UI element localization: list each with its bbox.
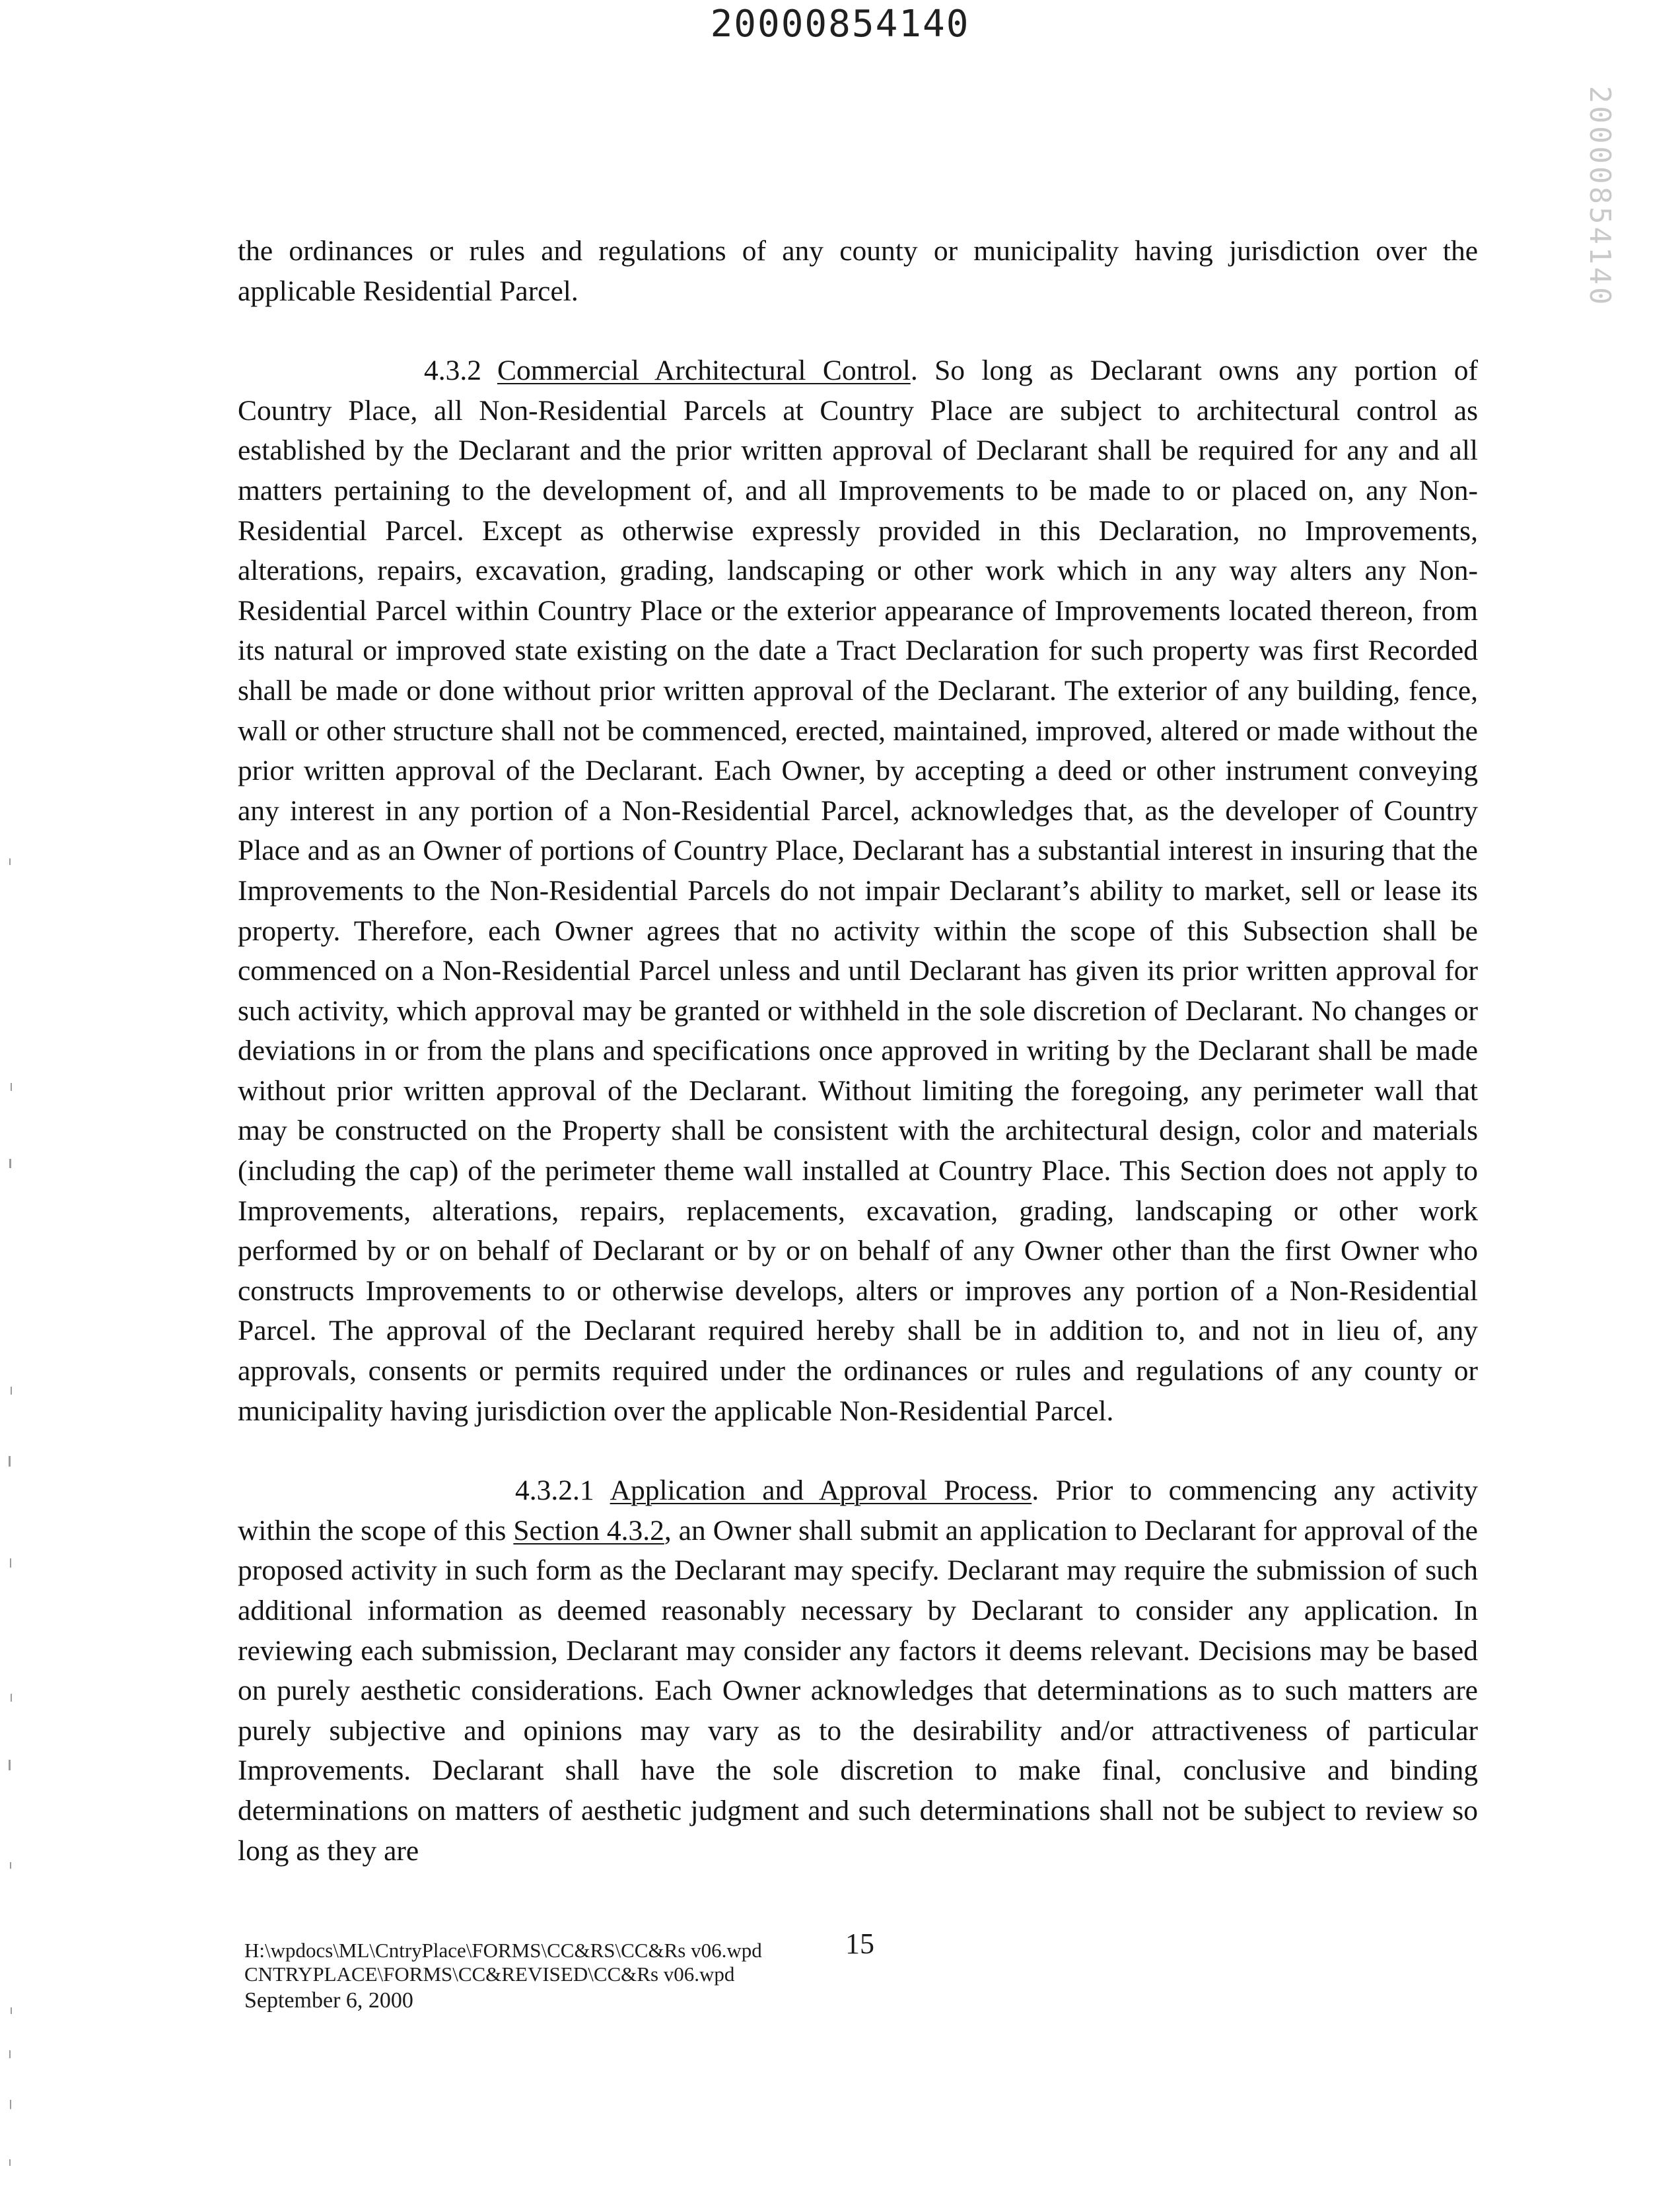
section-4-3-2-1: 4.3.2.1 Application and Approval Process. Prior to commencing any activity within the scope of this Section 4.3.2, an Owner shall submit an application to Declarant for approval of the proposed activity in such form as the Declarant may specify. Declarant may require the submission of such additional information as deemed reasonably necessary by Declarant to consider any application. In reviewing each submission, Declarant may consider any factors it deems relevant. Decisions may be based on purely aesthetic considerations. Each Owner acknowledges that determinations as to such matters are purely subjective and opinions may vary as to the desirability and/or attractiveness of particular Improvements. Declarant shall have the sole discretion to make final, conclusive and binding determinations on matters of aesthetic judgment and such determinations shall not be subject to review so long as they are bbox=[238, 1475, 1478, 1867]
section-body: So long as Declarant owns any portion of Country Place, all Non-Residential Parcels at Country Place are subject to architectural control as established by the Declarant and the prior written approval of Declarant shall be required for any and all matters pertaining to the development of, and all Improvements to be made to or placed on, any Non-Residential Parcel. Except as otherwise expressly provided in this Declaration, no Improvements, alterations, repairs, excavation, grading, landscaping or other work which in any way alters any Non-Residential Parcel within Country Place or the exterior appearance of Improvements located thereon, from its natural or improved state existing on the date a Tract Declaration for such property was first Recorded shall be made or done without prior written approval of the Declarant. The exterior of any building, fence, wall or other structure shall not be commenced, erected, maintained, improved, altered or made without the prior written approval of the Declarant. Each Owner, by accepting a deed or other instrument conveying any interest in any portion of a Non-Residential Parcel, acknowledges that, as the developer of Country Place and as an Owner of portions of Country Place, Declarant has a substantial interest in insuring that the Improvements to the Non-Residential Parcels do not impair Declarant’s ability to market, sell or lease its property. Therefore, each Owner agrees that no activity within the scope of this Subsection shall be commenced on a Non-Residential Parcel unless and until Declarant has given its prior written approval for such activity, which approval may be granted or withheld in the sole discretion of Declarant. No changes or deviations in or from the plans and specifications once approved in writing by the Declarant shall be made without prior written approval of the Declarant. Without limiting the foregoing, any perimeter wall that may be constructed on the Property shall be consistent with the architectural design, color and materials (including the cap) of the perimeter theme wall installed at Country Place. This Section does not apply to Improvements, alterations, repairs, replacements, excavation, grading, landscaping or other work performed by or on behalf of Declarant or by or on behalf of any Owner other than the first Owner who constructs Improvements to or otherwise develops, alters or improves any portion of a Non-Residential Parcel. The approval of the Declarant required hereby shall be in addition to, and not in lieu of, any approvals, consents or permits required under the ordinances or rules and regulations of any county or municipality having jurisdiction over the applicable Non-Residential Parcel. bbox=[238, 355, 1479, 1427]
document-body bbox=[238, 231, 1478, 1871]
side-stamp-watermark: 20000854140 bbox=[1583, 86, 1617, 308]
document-number: 20000854140 bbox=[710, 3, 970, 46]
section-cross-reference: Section 4.3.2 bbox=[513, 1514, 664, 1546]
footer-file-info bbox=[244, 1939, 762, 2015]
section-4-3-2: 4.3.2 Commercial Architectural Control. So long as Declarant owns any portion of Country Place, all Non-Residential Parcels at Country Place are subject to architectural control as established by the Declarant and the prior written approval of Declarant shall be required for any and all matters pertaining to the development of, and all Improvements to be made to or placed on, any Non-Residential Parcel. Except as otherwise expressly provided in this Declaration, no Improvements, alterations, repairs, excavation, grading, landscaping or other work which in any way alters any Non-Residential Parcel within Country Place or the exterior appearance of Improvements located thereon, from its natural or improved state existing on the date a Tract Declaration for such property was first Recorded shall be made or done without prior written approval of the Declarant. The exterior of any building, fence, wall or other structure shall not be commenced, erected, maintained, improved, altered or made without the prior written approval of the Declarant. Each Owner, by accepting a deed or other instrument conveying any interest in any portion of a Non-Residential Parcel, acknowledges that, as the developer of Country Place and as an Owner of portions of Country Place, Declarant has a substantial interest in insuring that the Improvements to the Non-Residential Parcels do not impair Declarant’s ability to market, sell or lease its property. Therefore, each Owner agrees that no activity within the scope of this Subsection shall be commenced on a Non-Residential Parcel unless and until Declarant has given its prior written approval for such activity, which approval may be granted or withheld in the sole discretion of Declarant. No changes or deviations in or from the plans and specifications once approved in writing by the Declarant shall be made without prior written approval of the Declarant. Without limiting the foregoing, any perimeter wall that may be constructed on the Property shall be consistent with the architectural design, color and materials (including the cap) of the perimeter theme wall installed at Country Place. This Section does not apply to Improvements, alterations, repairs, replacements, excavation, grading, landscaping or other work performed by or on behalf of Declarant or by or on behalf of any Owner other than the first Owner who constructs Improvements to or otherwise develops, alters or improves any portion of a Non-Residential Parcel. The approval of the Declarant required hereby shall be in addition to, and not in lieu of, any approvals, consents or permits required under the ordinances or rules and regulations of any county or municipality having jurisdiction over the applicable Non-Residential Parcel. bbox=[238, 355, 1479, 1427]
scan-margin-specks bbox=[0, 0, 26, 2187]
subsection-body-start: Prior to commencing any activity within the scope of this bbox=[238, 1475, 1478, 1546]
subsection-number: 4.3.2.1 bbox=[515, 1475, 594, 1507]
subsection-title: Application and Approval Process bbox=[610, 1475, 1032, 1507]
footer-path-2: CNTRYPLACE\FORMS\CC&REVISED\CC&Rs v06.wpd bbox=[244, 1962, 735, 1986]
section-number: 4.3.2 bbox=[424, 355, 481, 387]
subsection-body-rest: , an Owner shall submit an application to Declarant for approval of the proposed activity in such form as the Declarant may specify. Declarant may require the submission of such additional information as deemed reasonably necessary by Declarant to consider any application. In reviewing each submission, Declarant may consider any factors it deems relevant. Decisions may be based on purely aesthetic considerations. Each Owner acknowledges that determinations as to such matters are purely subjective and opinions may vary as to the desirability and/or attractiveness of particular Improvements. Declarant shall have the sole discretion to make final, conclusive and binding determinations on matters of aesthetic judgment and such determinations shall not be subject to review so long as they are bbox=[238, 1514, 1478, 1867]
section-title: Commercial Architectural Control bbox=[497, 355, 911, 387]
page-number: 15 bbox=[845, 1927, 874, 1960]
footer-path-1: H:\wpdocs\ML\CntryPlace\FORMS\CC&RS\CC&Rs v06.wpd bbox=[244, 1939, 762, 1962]
paragraph-continuation: the ordinances or rules and regulations of any county or municipality having jurisdiction over the applicable Residential Parcel. bbox=[238, 235, 1478, 307]
footer-date: September 6, 2000 bbox=[244, 1988, 413, 2013]
